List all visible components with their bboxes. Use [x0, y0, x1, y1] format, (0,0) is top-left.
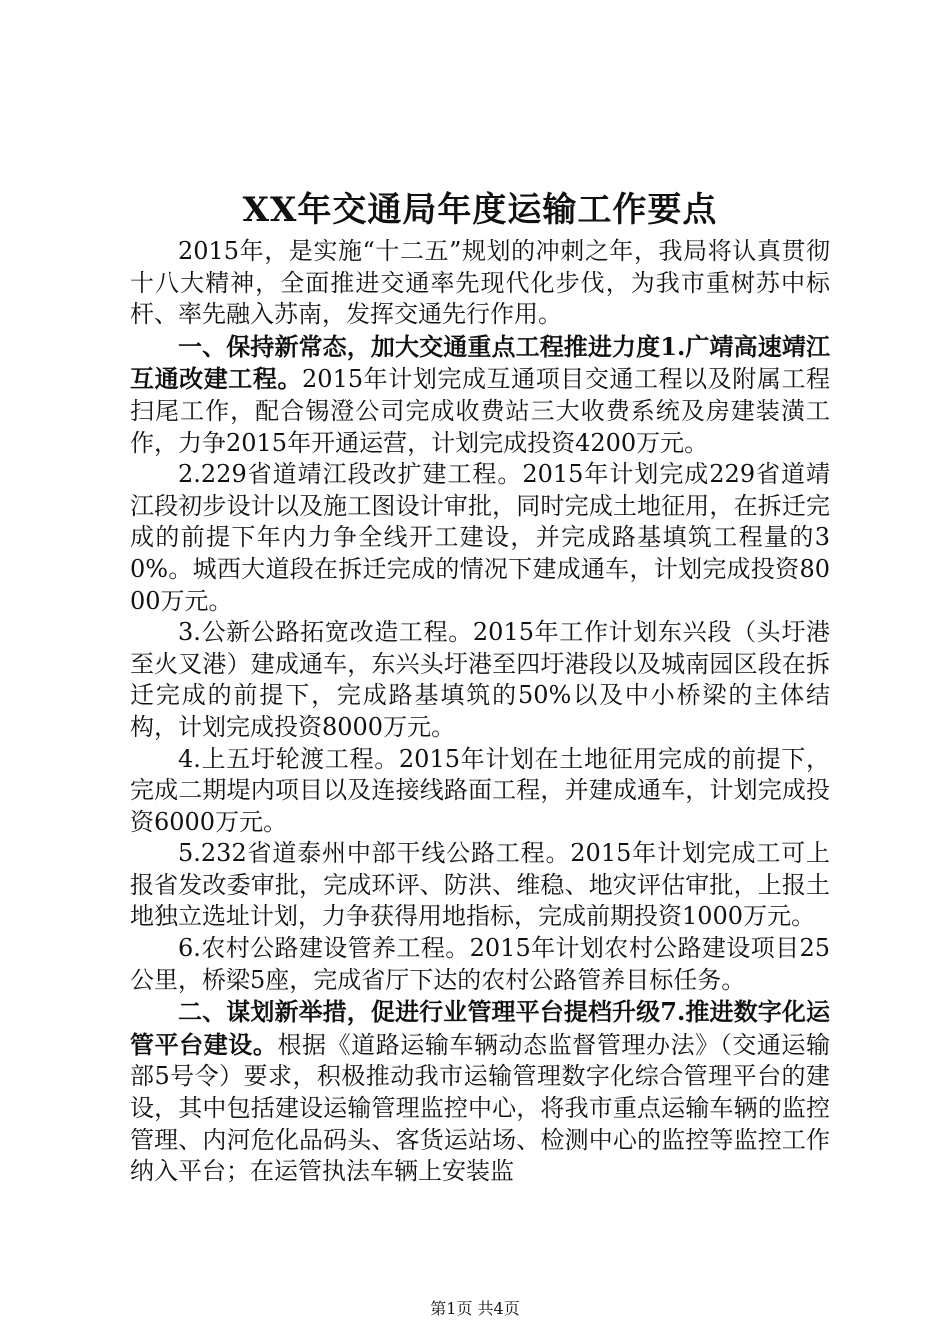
- item1-body: 2015年计划完成互通项目交通工程以及附属工程扫尾工作，配合锡澄公司完成收费站三大收费系统及房建装潢工作，力争2015年开通运营，计划完成投资4200万元。: [130, 365, 831, 457]
- item3-paragraph: 3.公新公路拓宽改造工程。2015年工作计划东兴段（头圩港至火叉港）建成通车，东兴头圩港至四圩港段以及城南园区段在拆迁完成的前提下，完成路基填筑的50%以及中小桥梁的主体结构，计划完成投资8000万元。: [130, 618, 830, 741]
- item7-body: 根据《道路运输车辆动态监督管理办法》（交通运输部5号令）要求，积极推动我市运输管理数字化综合管理平台的建设，其中包括建设运输管理监控中心，将我市重点运输车辆的监控管理、内河危化品码头、客货运站场、检测中心的监控等监控工作纳入平台；在运管执法车辆上安装监: [130, 1030, 831, 1186]
- item5-paragraph: 5.232省道泰州中部干线公路工程。2015年计划完成工可上报省发改委审批，完成环评、防洪、维稳、地灾评估审批，上报土地独立选址计划，力争获得用地指标，完成前期投资1000万元。: [130, 839, 830, 931]
- item1-title: 1.广靖高速靖江互通改建工程。: [130, 331, 830, 394]
- item2-paragraph: 2.229省道靖江段改扩建工程。2015年计划完成229省道靖江段初步设计以及施工图设计审批，同时完成土地征用，在拆迁完成的前提下年内力争全线开工建设，并完成路基填筑工程量的30%。城西大道段在拆迁完成的情况下建成通车，计划完成投资8000万元。: [130, 460, 830, 615]
- section2-heading: 二、谋划新举措，促进行业管理平台提档升级: [178, 997, 661, 1027]
- document-title: XX年交通局年度运输工作要点: [242, 190, 718, 230]
- document-page: [130, 186, 830, 1188]
- item7-title: 7.推进数字化运管平台建设。: [130, 997, 830, 1059]
- section2-paragraph: [130, 996, 830, 1188]
- page-footer: 第1页 共4页: [430, 1299, 520, 1318]
- section1-paragraph: [130, 331, 830, 459]
- intro-paragraph: 2015年，是实施“十二五”规划的冲刺之年，我局将认真贯彻十八大精神，全面推进交通率先现代化步伐，为我市重树苏中标杆、率先融入苏南，发挥交通先行作用。: [130, 237, 830, 329]
- section1-heading: 一、保持新常态，加大交通重点工程推进力度: [178, 331, 661, 361]
- item6-paragraph: 6.农村公路建设管养工程。2015年计划农村公路建设项目25公里，桥梁5座，完成省厅下达的农村公路管养目标任务。: [130, 934, 830, 994]
- item4-paragraph: 4.上五圩轮渡工程。2015年计划在土地征用完成的前提下，完成二期堤内项目以及连接线路面工程，并建成通车，计划完成投资6000万元。: [130, 744, 830, 836]
